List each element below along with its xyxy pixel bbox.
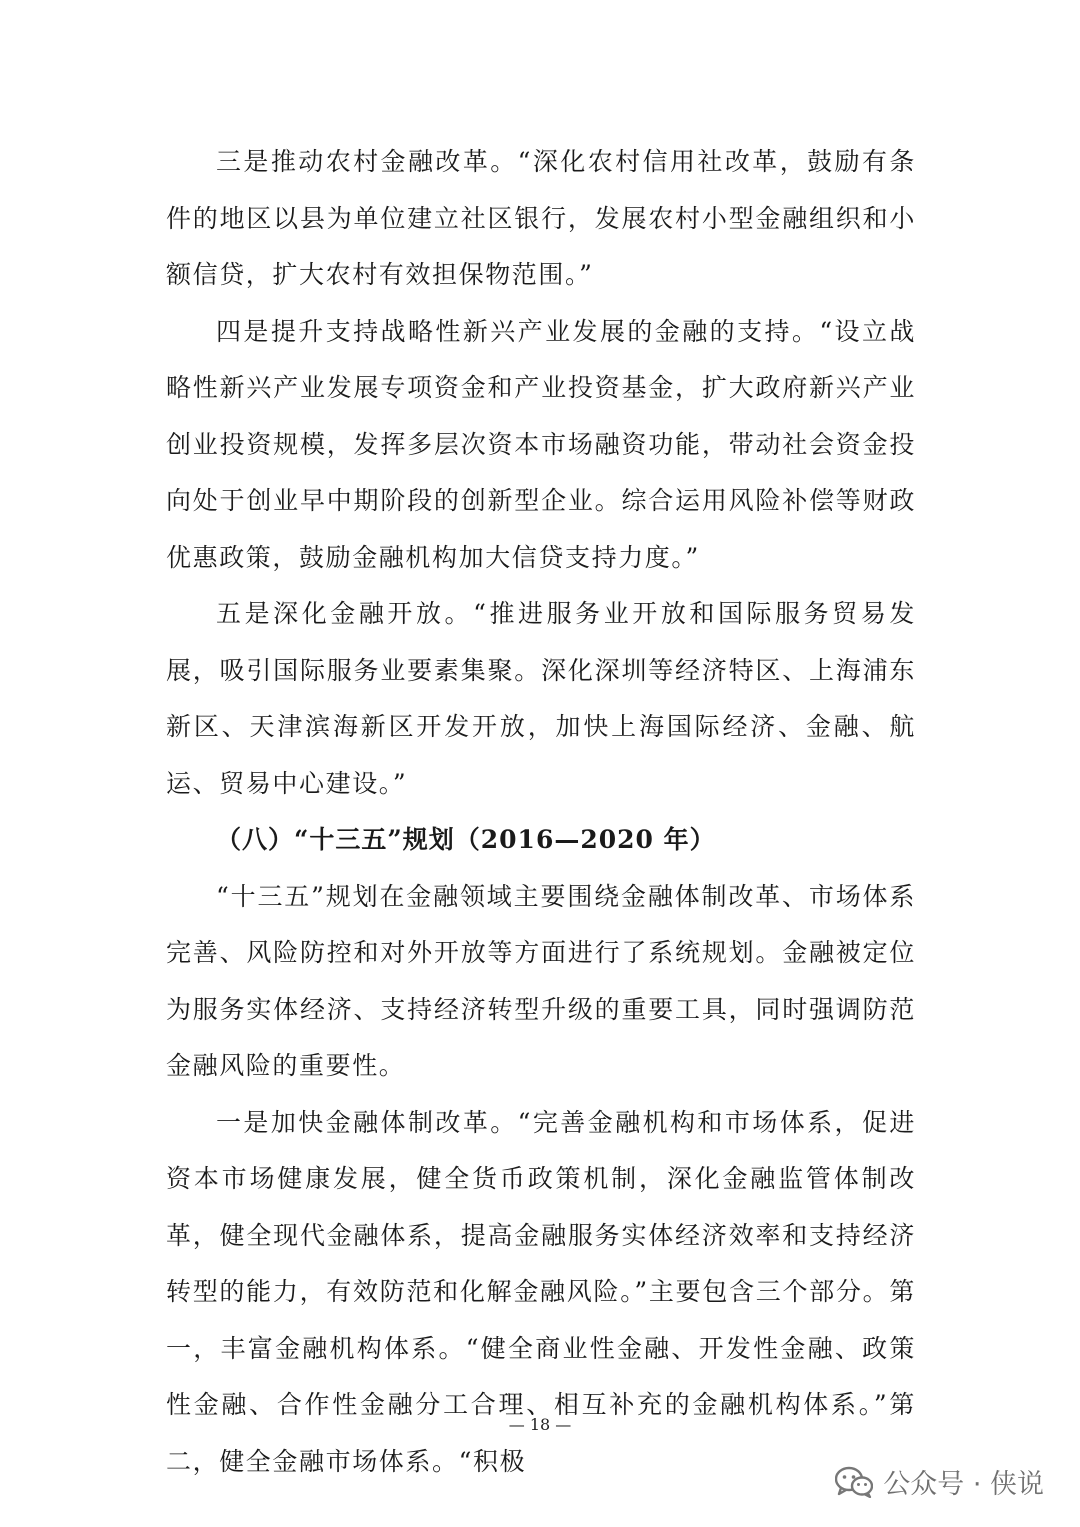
document-page	[166, 134, 916, 1490]
page-number: — 18 —	[508, 1415, 572, 1434]
paragraph-strategic-industry: 四是提升支持战略性新兴产业发展的金融的支持。“设立战略性新兴产业发展专项资金和产业投资基金，扩大政府新兴产业创业投资规模，发挥多层次资本市场融资功能，带动社会资金投向处于创业早中期阶段的创新型企业。综合运用风险补偿等财政优惠政策，鼓励金融机构加大信贷支持力度。”	[166, 316, 916, 572]
wechat-watermark	[835, 1462, 1044, 1501]
paragraph-financial-reform: 一是加快金融体制改革。“完善金融机构和市场体系，促进资本市场健康发展，健全货币政策机制，深化金融监管体制改革，健全现代金融体系，提高金融服务实体经济效率和支持经济转型的能力，有效防范和化解金融风险。”主要包含三个部分。第一，丰富金融机构体系。“健全商业性金融、开发性金融、政策性金融、合作性金融分工合理、相互补充的金融机构体系。”第二，健全金融市场体系。“积极	[166, 1107, 916, 1476]
watermark-text: 公众号 · 侠说	[883, 1469, 1044, 1500]
section-heading: （八）“十三五”规划（2016—2020 年）	[216, 825, 716, 854]
wechat-icon	[835, 1466, 873, 1498]
paragraph-rural-finance: 三是推动农村金融改革。“深化农村信用社改革，鼓励有条件的地区以县为单位建立社区银行，发展农村小型金融组织和小额信贷，扩大农村有效担保物范围。”	[166, 147, 916, 289]
paragraph-financial-opening: 五是深化金融开放。“推进服务业开放和国际服务贸易发展，吸引国际服务业要素集聚。深化深圳等经济特区、上海浦东新区、天津滨海新区开发开放，加快上海国际经济、金融、航运、贸易中心建设。”	[166, 599, 916, 798]
paragraph-13th-plan-intro: “十三五”规划在金融领域主要围绕金融体制改革、市场体系完善、风险防控和对外开放等方面进行了系统规划。金融被定位为服务实体经济、支持经济转型升级的重要工具，同时强调防范金融风险的重要性。	[166, 881, 916, 1080]
